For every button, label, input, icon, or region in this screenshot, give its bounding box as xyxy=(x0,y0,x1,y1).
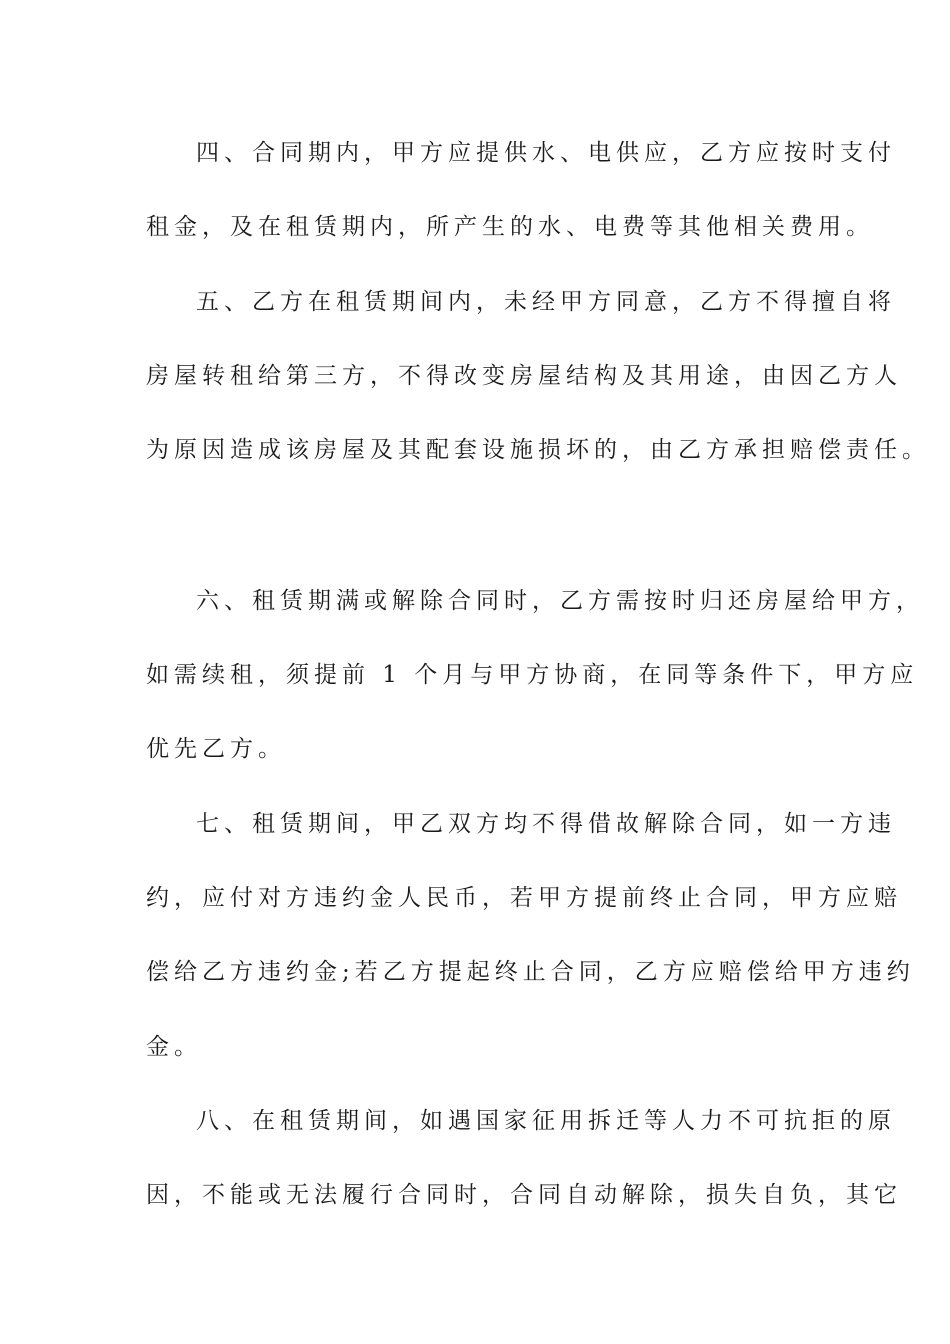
clause-8-line-2: 因，不能或无法履行合同时，合同自动解除，损失自负，其它 xyxy=(146,1182,902,1208)
clause-4-line-1: 四、合同期内，甲方应提供水、电供应，乙方应按时支付 xyxy=(196,140,896,166)
clause-7-line-1: 七、租赁期间，甲乙双方均不得借故解除合同，如一方违 xyxy=(196,811,896,837)
clause-5-line-3: 为原因造成该房屋及其配套设施损坏的，由乙方承担赔偿责任。 xyxy=(146,437,930,463)
clause-6-line-3: 优先乙方。 xyxy=(146,736,286,762)
clause-6-line-1: 六、租赁期满或解除合同时，乙方需按时归还房屋给甲方， xyxy=(196,588,924,614)
clause-7-line-2: 约，应付对方违约金人民币，若甲方提前终止合同，甲方应赔 xyxy=(146,885,902,911)
clause-6-line-2: 如需续租，须提前 1 个月与甲方协商，在同等条件下，甲方应 xyxy=(146,662,919,688)
clause-5-line-1: 五、乙方在租赁期间内，未经甲方同意，乙方不得擅自将 xyxy=(196,289,896,315)
clause-7-line-4: 金。 xyxy=(146,1034,202,1060)
clause-4-line-2: 租金，及在租赁期内，所产生的水、电费等其他相关费用。 xyxy=(146,214,874,240)
clause-8-line-1: 八、在租赁期间，如遇国家征用拆迁等人力不可抗拒的原 xyxy=(196,1108,896,1134)
clause-5-line-2: 房屋转租给第三方，不得改变房屋结构及其用途，由因乙方人 xyxy=(146,363,902,389)
clause-7-line-3: 偿给乙方违约金;若乙方提起终止合同，乙方应赔偿给甲方违约 xyxy=(146,959,915,985)
